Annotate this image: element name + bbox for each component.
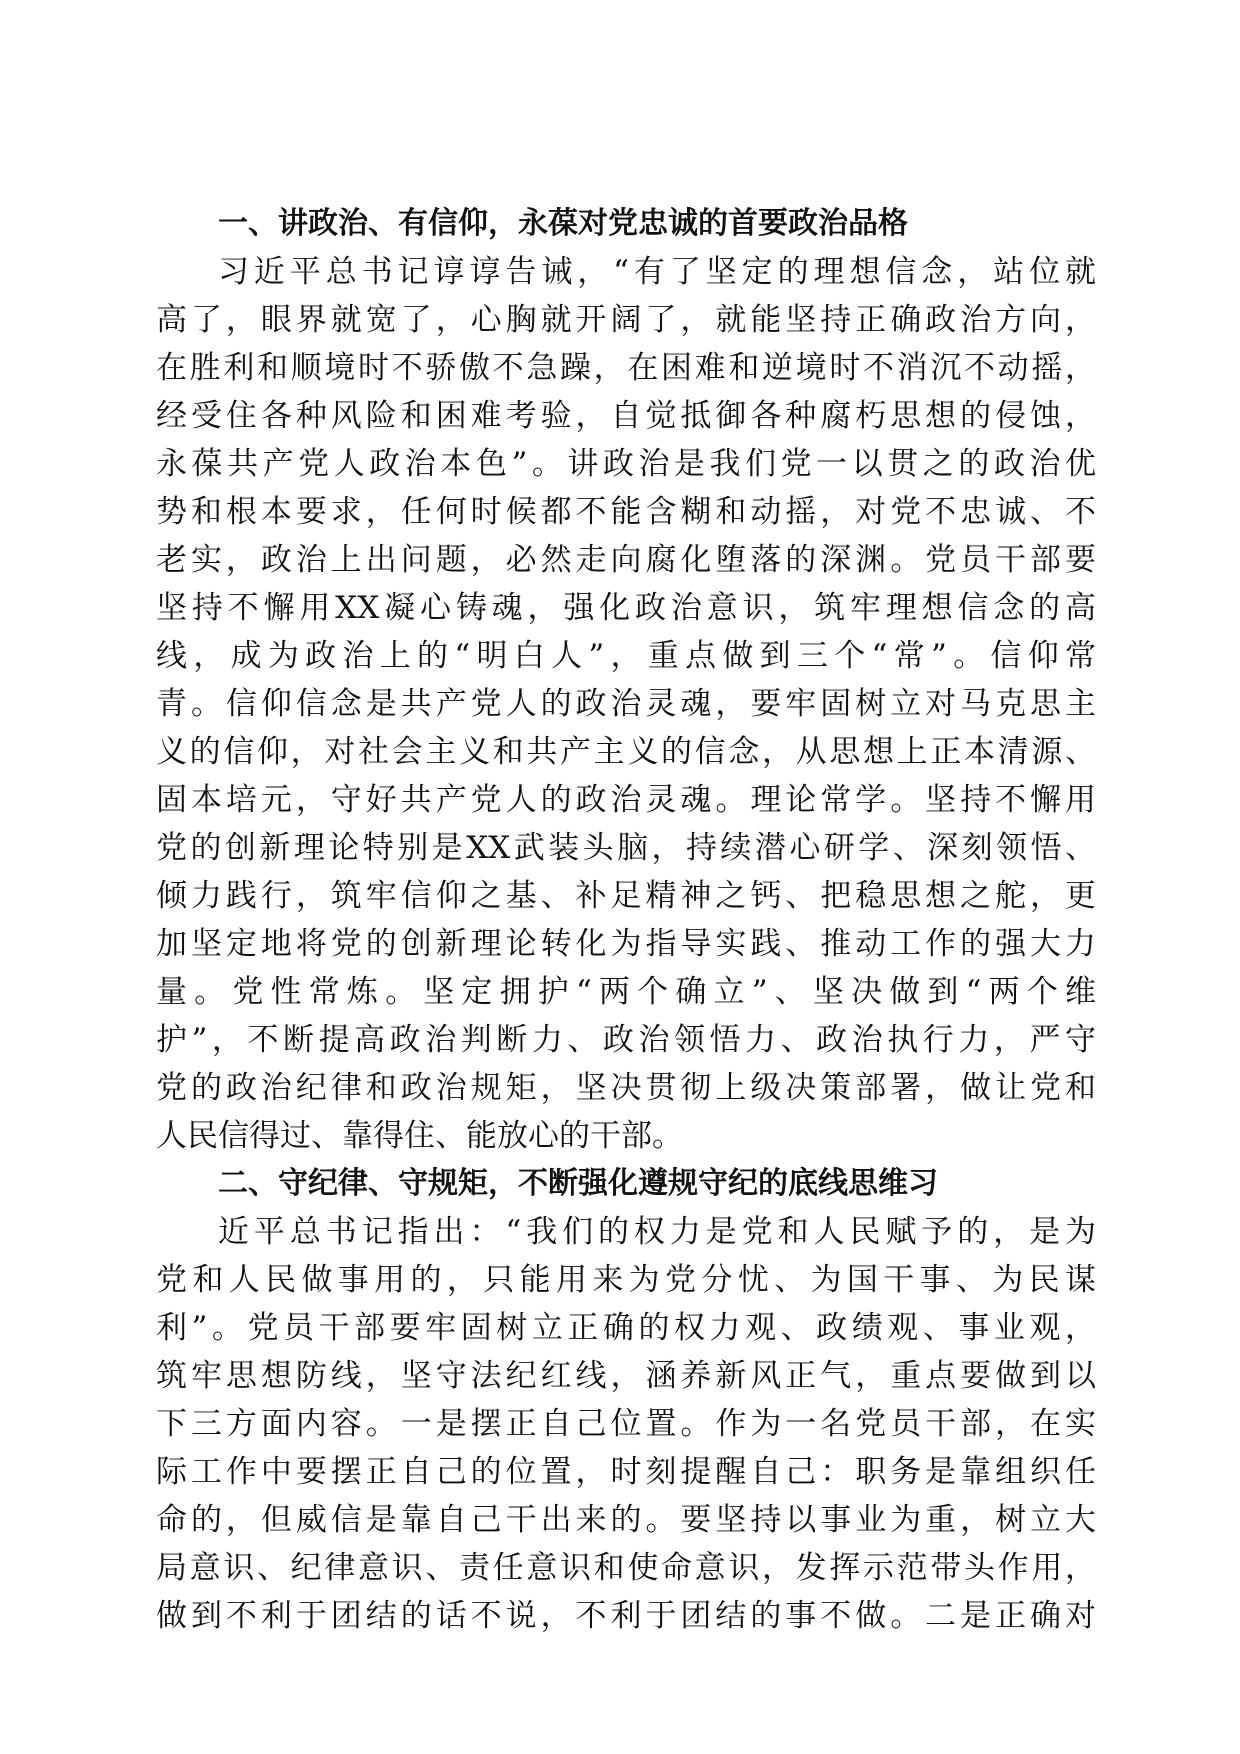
paragraph-line: 局意识、纪律意识、责任意识和使命意识，发挥示范带头作用，: [156, 1550, 1096, 1586]
paragraph-line: 在胜利和顺境时不骄傲不急躁，在困难和逆境时不消沉不动摇，: [156, 350, 1096, 386]
paragraph-line: 人民信得过、靠得住、能放心的干部。: [156, 1118, 683, 1154]
section-2-heading: 二、守纪律、守规矩，不断强化遵规守纪的底线思维习: [218, 1166, 938, 1201]
section-1-heading: 一、讲政治、有信仰，永葆对党忠诚的首要政治品格: [218, 206, 908, 241]
paragraph-line: 党和人民做事用的，只能用来为党分忧、为国干事、为民谋: [156, 1262, 1096, 1298]
paragraph-line: 坚持不懈用XX凝心铸魂，强化政治意识，筑牢理想信念的高: [156, 590, 1096, 626]
paragraph-line: 护”，不断提高政治判断力、政治领悟力、政治执行力，严守: [156, 1022, 1096, 1058]
paragraph-line: 做到不利于团结的话不说，不利于团结的事不做。二是正确对: [156, 1598, 1096, 1634]
paragraph-line: 量。党性常炼。坚定拥护“两个确立”、坚决做到“两个维: [156, 974, 1096, 1010]
paragraph-line: 倾力践行，筑牢信仰之基、补足精神之钙、把稳思想之舵，更: [156, 878, 1096, 914]
paragraph-line: 加坚定地将党的创新理论转化为指导实践、推动工作的强大力: [156, 926, 1096, 962]
paragraph-line: 义的信仰，对社会主义和共产主义的信念，从思想上正本清源、: [156, 734, 1096, 770]
paragraph-line: 党的政治纪律和政治规矩，坚决贯彻上级决策部署，做让党和: [156, 1070, 1096, 1106]
paragraph-line: 筑牢思想防线，坚守法纪红线，涵养新风正气，重点要做到以: [156, 1358, 1096, 1394]
paragraph-line: 高了，眼界就宽了，心胸就开阔了，就能坚持正确政治方向，: [156, 302, 1096, 338]
section-2-paragraph: [156, 1208, 1096, 1640]
paragraph-line: 青。信仰信念是共产党人的政治灵魂，要牢固树立对马克思主: [156, 686, 1096, 722]
document-body: [156, 200, 1096, 1640]
paragraph-line: 党的创新理论特别是XX武装头脑，持续潜心研学、深刻领悟、: [156, 830, 1096, 866]
paragraph-line: 固本培元，守好共产党人的政治灵魂。理论常学。坚持不懈用: [156, 782, 1096, 818]
paragraph-line: 势和根本要求，任何时候都不能含糊和动摇，对党不忠诚、不: [156, 494, 1096, 530]
paragraph-line: 永葆共产党人政治本色”。讲政治是我们党一以贯之的政治优: [156, 446, 1096, 482]
paragraph-line: 利”。党员干部要牢固树立正确的权力观、政绩观、事业观，: [156, 1310, 1096, 1346]
paragraph-line: 命的，但威信是靠自己干出来的。要坚持以事业为重，树立大: [156, 1502, 1096, 1538]
paragraph-line: 近平总书记指出：“我们的权力是党和人民赋予的，是为: [218, 1214, 1096, 1250]
paragraph-line: 老实，政治上出问题，必然走向腐化堕落的深渊。党员干部要: [156, 542, 1096, 578]
paragraph-line: 经受住各种风险和困难考验，自觉抵御各种腐朽思想的侵蚀，: [156, 398, 1096, 434]
paragraph-line: 习近平总书记谆谆告诫，“有了坚定的理想信念，站位就: [218, 254, 1096, 290]
section-1-paragraph: [156, 248, 1096, 1160]
paragraph-line: 际工作中要摆正自己的位置，时刻提醒自己：职务是靠组织任: [156, 1454, 1096, 1490]
paragraph-line: 下三方面内容。一是摆正自己位置。作为一名党员干部，在实: [156, 1406, 1096, 1442]
paragraph-line: 线，成为政治上的“明白人”，重点做到三个“常”。信仰常: [156, 638, 1096, 674]
